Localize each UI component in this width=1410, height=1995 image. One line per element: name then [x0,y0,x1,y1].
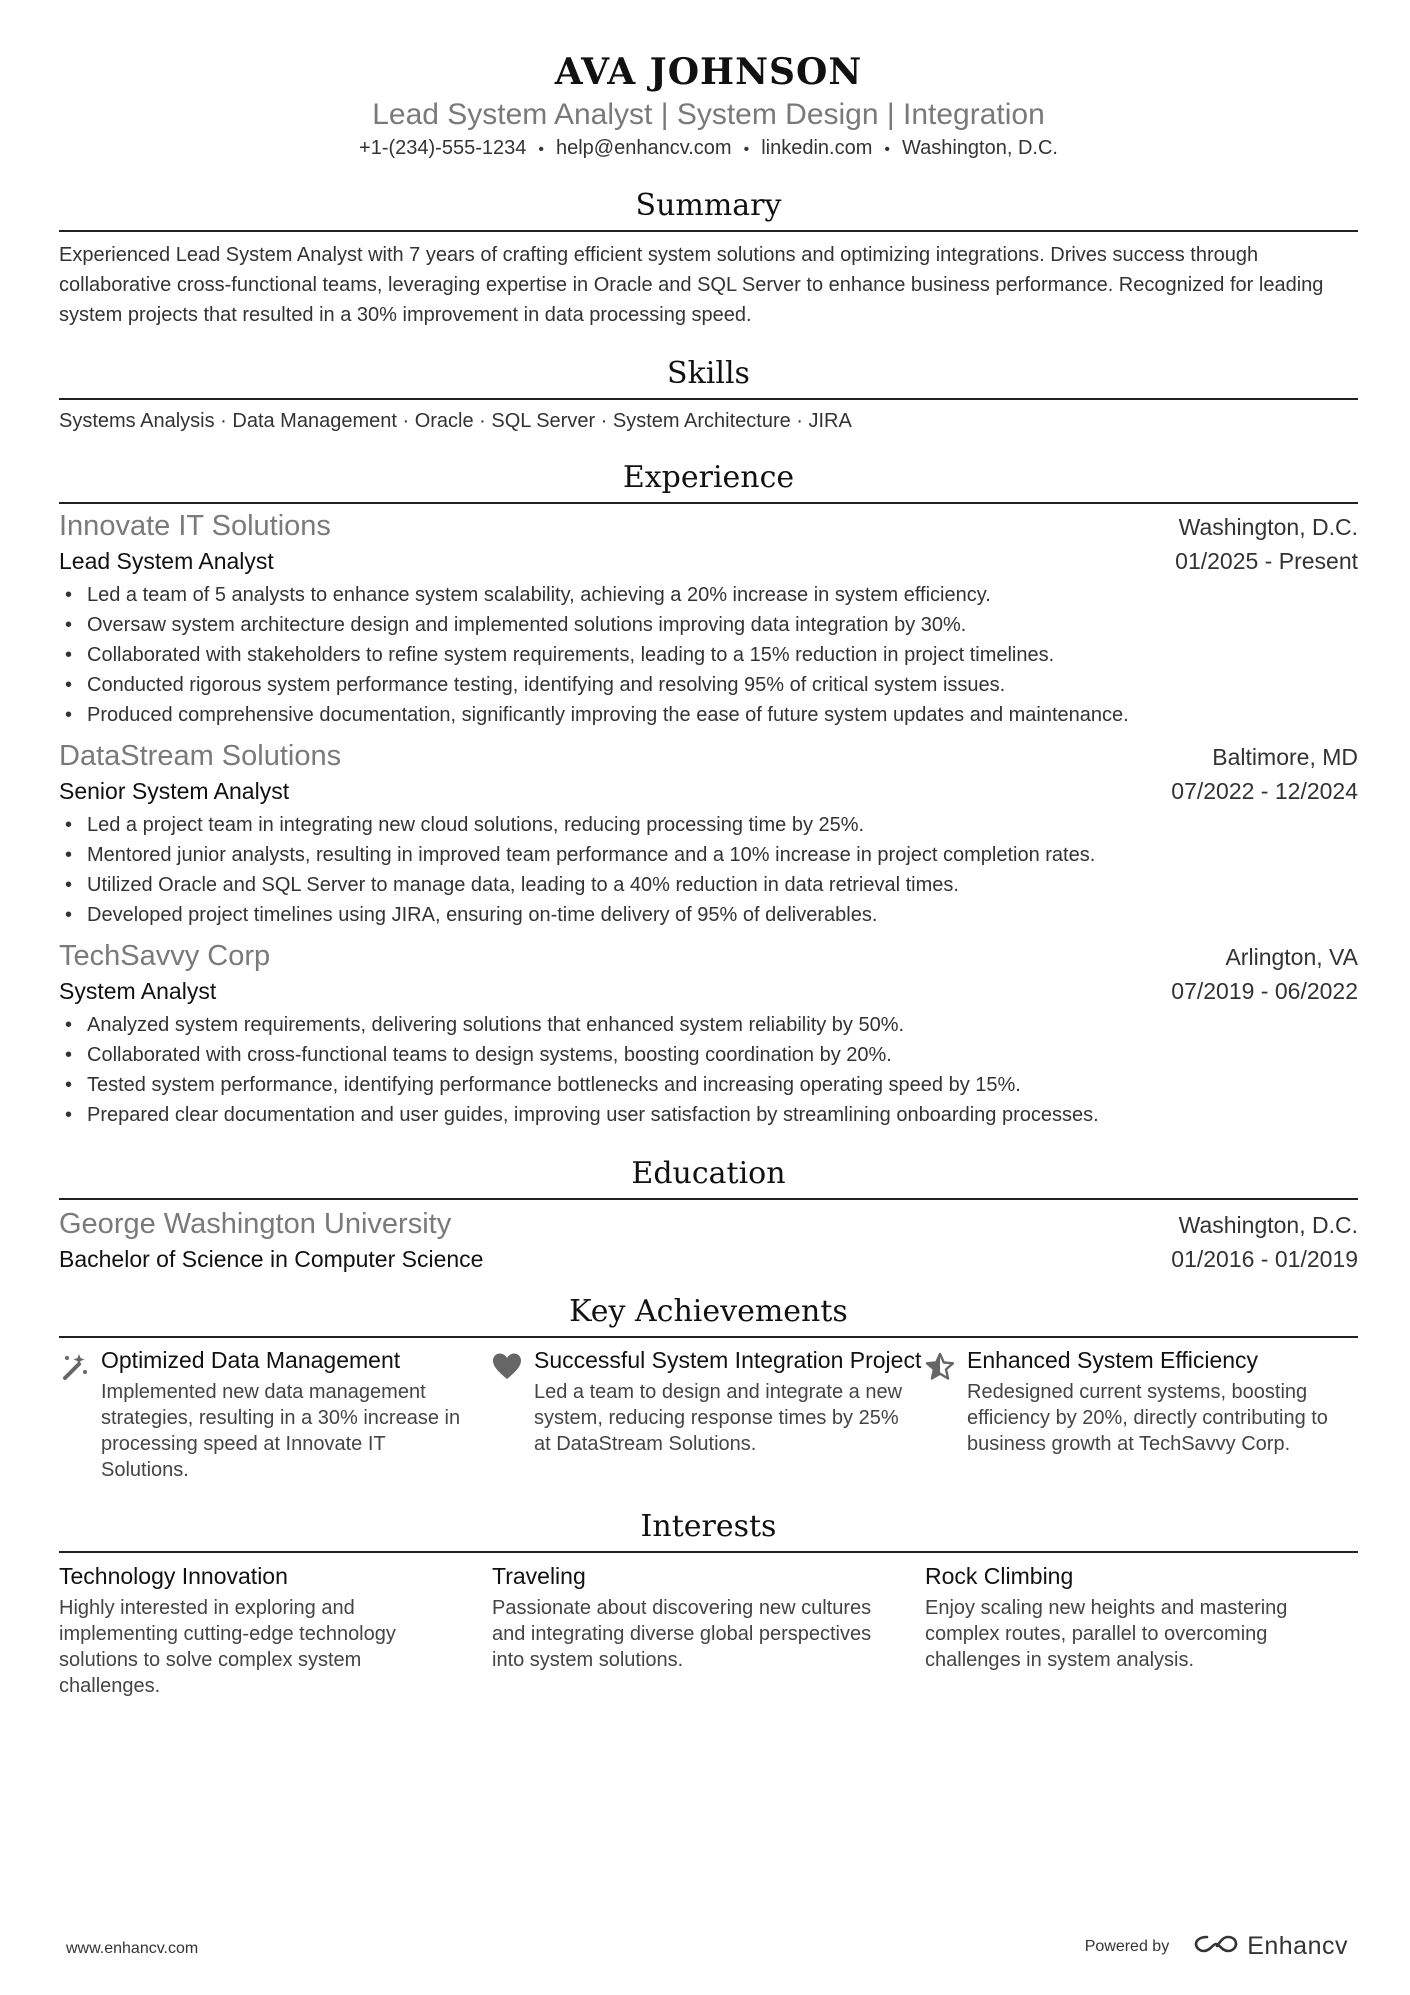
job-bullets [59,810,1358,930]
job-company: DataStream Solutions [59,740,342,772]
interest-desc: Enjoy scaling new heights and mastering complex routes, parallel to overcoming challenges in system analysis. [925,1597,1288,1671]
education-degree: Bachelor of Science in Computer Science [59,1246,484,1272]
achievement-desc: Redesigned current systems, boosting efficiency by 20%, directly contributing to business growth at TechSavvy Corp. [967,1381,1328,1455]
magic-wand-icon [59,1346,101,1483]
contact-separator: • [743,141,750,158]
achievement-title: Enhanced System Efficiency [967,1347,1259,1373]
interests-section [59,1507,1358,1699]
achievements-heading: Key Achievements [59,1292,1358,1338]
job-dates: 01/2025 - Present [1175,548,1358,574]
job-company: TechSavvy Corp [59,940,271,972]
interest-title: Traveling [492,1563,586,1589]
heart-icon [492,1346,534,1483]
skills-heading: Skills [59,354,1358,400]
education-section [59,1154,1358,1276]
job-bullet: • Developed project timelines using JIRA, ensuring on-time delivery of 95% of deliverables. [59,900,1358,930]
footer-website-link[interactable]: www.enhancv.com [66,1940,199,1957]
summary-heading: Summary [59,186,1358,232]
skills-list: Systems Analysis · Data Management · Oracle · SQL Server · System Architecture · JIRA [59,410,852,432]
summary-text: Experienced Lead System Analyst with 7 years of crafting efficient system solutions and optimizing integrations. Drives success through collaborative cross-functional teams, leveraging expertise in Oracle and SQL Server to enhance business performance. Recognized for leading system projects that resulted in a 30% improvement in data processing speed. [59,244,1324,326]
job-dates: 07/2022 - 12/2024 [1171,778,1358,804]
job-bullets [59,1010,1358,1130]
experience-heading: Experience [59,458,1358,504]
job-bullet: • Led a team of 5 analysts to enhance system scalability, achieving a 20% increase in system efficiency. [59,580,1358,610]
footer-branding[interactable] [1085,1932,1348,1961]
job-bullet: • Tested system performance, identifying performance bottlenecks and increasing operating speed by 15%. [59,1070,1358,1100]
job-dates: 07/2019 - 06/2022 [1171,978,1358,1004]
education-entry [59,1206,1358,1276]
interest-desc: Passionate about discovering new cultures and integrating diverse global perspectives into system solutions. [492,1597,872,1671]
star-icon [925,1346,967,1483]
education-dates: 01/2016 - 01/2019 [1171,1246,1358,1272]
interest-title: Technology Innovation [59,1563,288,1589]
achievement-title: Optimized Data Management [101,1347,401,1373]
interest-desc: Highly interested in exploring and implementing cutting-edge technology solutions to solve complex system challenges. [59,1597,396,1697]
job-bullet: • Utilized Oracle and SQL Server to manage data, leading to a 40% reduction in data retrieval times. [59,870,1358,900]
achievements-section [59,1292,1358,1483]
achievement-desc: Led a team to design and integrate a new system, reducing response times by 25% at DataStream Solutions. [534,1381,903,1455]
interest-title: Rock Climbing [925,1563,1074,1589]
brand-name: Enhancv [1247,1932,1348,1960]
job-entry [59,938,1358,1130]
job-bullet: • Produced comprehensive documentation, significantly improving the ease of future system updates and maintenance. [59,700,1358,730]
contact-separator: • [538,141,544,158]
job-entry [59,738,1358,930]
job-bullet: • Collaborated with cross-functional teams to design systems, boosting coordination by 20%. [59,1040,1358,1070]
interest-item [925,1561,1358,1699]
resume-header [59,50,1358,164]
achievement-desc: Implemented new data management strategies, resulting in a 30% increase in processing speed at Innovate IT Solutions. [101,1381,461,1481]
interests-heading: Interests [59,1507,1358,1553]
achievement-item [925,1346,1358,1483]
education-location: Washington, D.C. [1178,1212,1358,1238]
powered-by-label: Powered by [1084,1937,1170,1955]
summary-section [59,186,1358,330]
job-role: Senior System Analyst [59,778,290,804]
achievement-item [492,1346,925,1483]
experience-section [59,458,1358,1130]
contact-location: Washington, D.C. [901,137,1058,159]
job-location: Washington, D.C. [1178,514,1358,540]
candidate-name: AVA JOHNSON [554,51,863,93]
achievements-grid [59,1346,1358,1483]
education-school: George Washington University [59,1208,452,1240]
job-bullets [59,580,1358,730]
job-bullet: • Mentored junior analysts, resulting in improved team performance and a 10% increase in project completion rates. [59,840,1358,870]
candidate-tagline: Lead System Analyst | System Design | Integration [372,98,1045,131]
contact-phone: +1-(234)-555-1234 [359,137,527,159]
resume-page [59,0,1358,1699]
contact-separator: • [884,141,890,158]
achievement-title: Successful System Integration Project [534,1347,922,1373]
achievement-item [59,1346,492,1483]
job-bullet: • Prepared clear documentation and user guides, improving user satisfaction by streamlining onboarding processes. [59,1100,1358,1130]
enhancv-logo-icon [1193,1933,1239,1960]
job-entry [59,508,1358,730]
job-bullet: • Oversaw system architecture design and implemented solutions improving data integration by 30%. [59,610,1358,640]
education-heading: Education [59,1154,1358,1200]
job-bullet: • Led a project team in integrating new cloud solutions, reducing processing time by 25%. [59,810,1358,840]
job-bullet: • Collaborated with stakeholders to refine system requirements, leading to a 15% reduction in project timelines. [59,640,1358,670]
job-bullet: • Analyzed system requirements, delivering solutions that enhanced system reliability by 50%. [59,1010,1358,1040]
job-location: Arlington, VA [1225,944,1358,970]
job-role: Lead System Analyst [59,548,274,574]
job-bullet: • Conducted rigorous system performance testing, identifying and resolving 95% of critical system issues. [59,670,1358,700]
contact-linkedin[interactable]: linkedin.com [761,137,873,159]
interests-grid [59,1561,1358,1699]
job-company: Innovate IT Solutions [59,510,331,542]
contact-line [59,134,1358,164]
job-location: Baltimore, MD [1212,744,1358,770]
interest-item [492,1561,925,1699]
skills-section [59,354,1358,436]
contact-email[interactable]: help@enhancv.com [555,137,732,159]
job-role: System Analyst [59,978,217,1004]
interest-item [59,1561,492,1699]
